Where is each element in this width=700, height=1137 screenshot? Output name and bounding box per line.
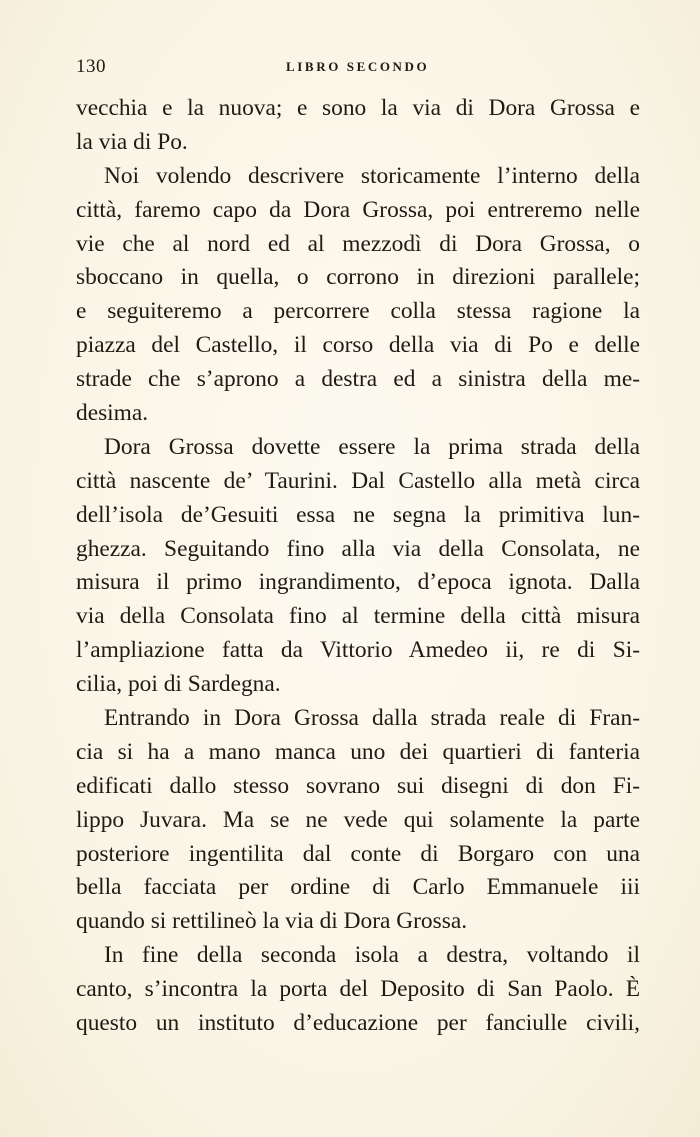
text-line: canto, s’incontra la porta del Deposito di San Paolo. È bbox=[76, 976, 640, 1003]
text-line: vie che al nord ed al mezzodì di Dora Grossa, o bbox=[76, 230, 640, 257]
text-line: dell’isola de’Gesuiti essa ne segna la primitiva lun- bbox=[76, 501, 640, 528]
text-line: questo un instituto d’educazione per fanciulle civili, bbox=[76, 1010, 640, 1037]
text-line: l’ampliazione fatta da Vittorio Amedeo ii, re di Si- bbox=[76, 637, 640, 664]
text-line: edificati dallo stesso sovrano sui disegni di don Fi- bbox=[76, 772, 640, 799]
text-line: Noi volendo descrivere storicamente l’interno della bbox=[104, 162, 640, 189]
text-line: e seguiteremo a percorrere colla stessa ragione la bbox=[76, 298, 640, 325]
text-line: Entrando in Dora Grossa dalla strada reale di Fran- bbox=[104, 705, 640, 732]
text-line: strade che s’aprono a destra ed a sinistra della me- bbox=[76, 366, 640, 393]
text-line: sboccano in quella, o corrono in direzioni parallele; bbox=[76, 264, 640, 291]
text-line: cilia, poi di Sardegna. bbox=[76, 671, 281, 698]
text-line: città nascente de’ Taurini. Dal Castello alla metà circa bbox=[76, 467, 640, 494]
text-line: la via di Po. bbox=[76, 128, 188, 155]
text-line: In fine della seconda isola a destra, voltando il bbox=[104, 942, 640, 969]
text-line: desima. bbox=[76, 400, 149, 427]
text-line: lippo Juvara. Ma se ne vede qui solamente la parte bbox=[76, 806, 640, 833]
text-line: misura il primo ingrandimento, d’epoca ignota. Dalla bbox=[76, 569, 640, 596]
text-line: bella facciata per ordine di Carlo Emmanuele iii bbox=[76, 874, 640, 901]
text-line: cia si ha a mano manca uno dei quartieri di fanteria bbox=[76, 738, 640, 765]
text-line: via della Consolata fino al termine della città misura bbox=[76, 603, 640, 630]
text-line: Dora Grossa dovette essere la prima strada della bbox=[104, 433, 640, 460]
body-text bbox=[76, 92, 640, 1041]
text-line: vecchia e la nuova; e sono la via di Dora Grossa e bbox=[76, 95, 640, 121]
running-title: LIBRO SECONDO bbox=[286, 59, 430, 74]
text-line: ghezza. Seguitando fino alla via della Consolata, ne bbox=[76, 535, 640, 562]
page-number: 130 bbox=[76, 56, 106, 77]
text-line: città, faremo capo da Dora Grossa, poi entreremo nelle bbox=[76, 196, 640, 223]
text-line: piazza del Castello, il corso della via di Po e delle bbox=[76, 332, 640, 359]
text-line: posteriore ingentilita dal conte di Borgaro con una bbox=[76, 840, 640, 867]
page-header bbox=[76, 52, 636, 82]
text-line: quando si rettilineò la via di Dora Grossa. bbox=[76, 908, 468, 935]
